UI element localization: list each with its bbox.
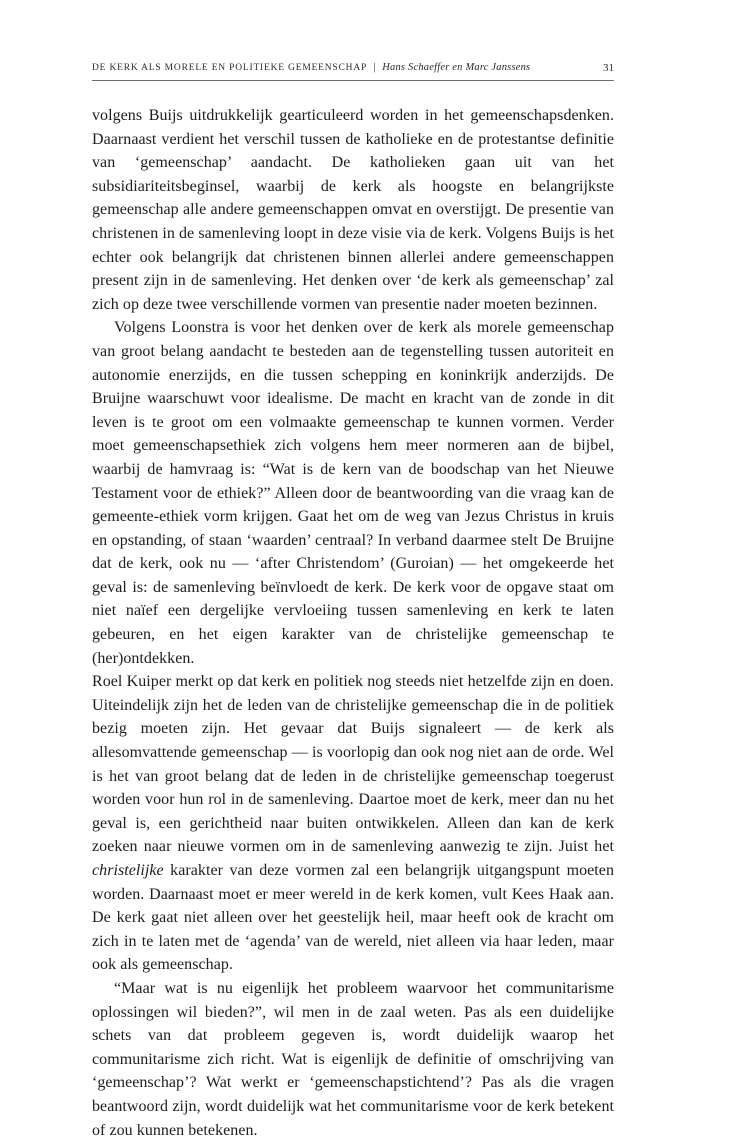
paragraph-text: Roel Kuiper merkt op dat kerk en politiek nog steeds niet hetzelfde zijn en doen. Uiteindelijk zijn het de leden van de christelijke gemeenschap die in de politiek bezig moeten zijn. Het gevaar dat Buijs signaleert — de kerk als allesomvattende gemeenschap — is voorlopig dan ook nog niet aan de orde. Wel is het van groot belang dat de leden in de christelijke gemeenschap toegerust worden voor hun rol in de samenleving. Daartoe moet de kerk, meer dan nu het geval is, een gerichtheid naar buiten ontwikkelen. Alleen dan kan de kerk zoeken naar nieuwe vormen om in de samenleving aanwezig te zijn. Juist het	[92, 673, 614, 856]
paragraph	[92, 670, 614, 977]
paragraph: “Maar wat is nu eigenlijk het probleem waarvoor het communitarisme oplossingen wil bieden?”, wil men in de zaal weten. Pas als een duidelijke schets van dat probleem gegeven is, wordt duidelijk waarop het communitarisme zich richt. Wat is eigenlijk de definitie of omschrijving van ‘gemeenschap’? Wat werkt er ‘gemeenschapstichtend’? Pas als die vragen beantwoord zijn, wordt duidelijk wat het communitarisme voor de kerk betekent of zou kunnen betekenen.	[92, 979, 614, 1139]
body-text	[92, 104, 614, 1142]
running-header-title: DE KERK ALS MORELE EN POLITIEKE GEMEENSCHAP	[92, 63, 368, 73]
running-header	[92, 62, 614, 80]
paragraph: volgens Buijs uitdrukkelijk gearticuleerd worden in het gemeenschapsdenken. Daarnaast verdient het verschil tussen de katholieke en de protestantse definitie van ‘gemeenschap’ aandacht. De katholieken gaan uit van het subsidiariteitsbeginsel, waarbij de kerk als hoogste en belangrijkste gemeenschap alle andere gemeenschappen omvat en overstijgt. De presentie van christenen in de samenleving loopt in deze visie via de kerk. Volgens Buijs is het echter ook belangrijk dat christenen binnen allerlei andere gemeenschappen present zijn in de samenleving. Het denken over ‘de kerk als gemeenschap’ zal zich op deze twee verschillende vormen van presentie nader moeten bezinnen.	[92, 107, 614, 313]
paragraph: Volgens Loonstra is voor het denken over de kerk als morele gemeenschap van groot belang aandacht te besteden aan de tegenstelling tussen autoriteit en autonomie enerzijds, en die tussen schepping en koninkrijk anderzijds. De Bruijne waarschuwt voor idealisme. De macht en kracht van de zonde in dit leven is te groot om een volmaakte gemeenschap te kunnen vormen. Verder moet gemeenschapsethiek zich volgens hem meer normeren aan de bijbel, waarbij de hamvraag is: “Wat is de kern van de boodschap van het Nieuwe Testament voor de ethiek?” Alleen door de beantwoording van die vraag kan de gemeente-ethiek vorm krijgen. Gaat het om de weg van Jezus Christus in kruis en opstanding, of staan ‘waarden’ centraal? In verband daarmee stelt De Bruijne dat de kerk, ook nu — ‘after Christendom’ (Guroian) — het omgekeerde het geval is: de samenleving beïnvloedt de kerk. De kerk voor de opgave staat om niet naïef een dergelijke vervloeiing tussen samenleving en kerk te laten gebeuren, en het eigen karakter van de christelijke gemeenschap te (her)ontdekken.	[92, 319, 614, 667]
header-rule	[92, 80, 614, 81]
page-number: 31	[603, 62, 614, 74]
paragraph-text: karakter van deze vormen zal een belangrijk uitgangspunt moeten worden. Daarnaast moet er meer wereld in de kerk komen, vult Kees Haak aan. De kerk gaat niet alleen over het geestelijk heil, maar heeft ook de kracht om zich in te laten met de ‘agenda’ van de wereld, niet alleen via haar leden, maar ook als gemeenschap.	[92, 862, 614, 974]
running-header-authors: Hans Schaeffer en Marc Janssens	[382, 62, 531, 73]
running-header-separator: |	[373, 62, 376, 73]
emphasis-text: christelijke	[92, 862, 164, 879]
